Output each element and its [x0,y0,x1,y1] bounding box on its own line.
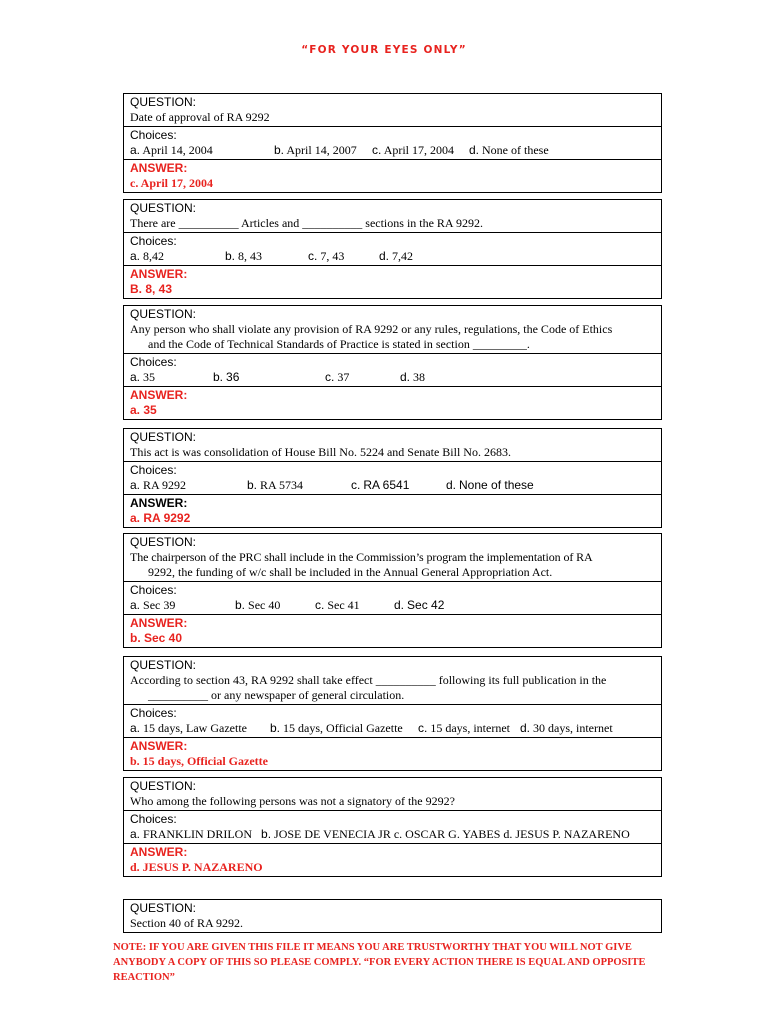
choice-a: a. April 14, 2004 [130,143,213,157]
question-label: QUESTION: [130,535,197,549]
choice-d: d. None of these [446,478,534,492]
answer-row [124,844,661,876]
question-text: There are __________ Articles and __________ sections in the RA 9292. [130,216,483,230]
answer-row [124,160,661,192]
choices-row [124,811,661,844]
question-row [124,94,661,127]
question-text-line-2: __________ or any newspaper of general circulation. [148,688,405,702]
answer-label: ANSWER: [130,267,188,281]
answer-row [124,266,661,298]
choice-a: a. Sec 39 [130,598,176,612]
choice-d: d. 7,42 [379,249,414,263]
choices-line [130,143,655,158]
footer-note: NOTE: IF YOU ARE GIVEN THIS FILE IT MEANS YOU ARE TRUSTWORTHY THAT YOU WILL NOT GIVE ANYBODY A COPY OF THIS SO PLEASE COMPLY. “FOR EVERY ACTION THERE IS EQUAL AND OPPOSITE REACTION” [113,942,646,983]
question-text: Who among the following persons was not a signatory of the 9292? [130,794,455,808]
choice-d: d. None of these [469,143,549,157]
choice-d: d. Sec 42 [394,598,445,612]
choices-row [124,582,661,615]
answer-label: ANSWER: [130,845,188,859]
question-label: QUESTION: [130,901,197,915]
question-row [124,778,661,811]
question-block [123,533,662,648]
question-row [124,900,661,932]
page-title: “FOR YOUR EYES ONLY” [301,44,467,56]
answer-text: d. JESUS P. NAZARENO [130,860,263,874]
question-label: QUESTION: [130,779,197,793]
choices-row [124,462,661,495]
question-block [123,899,662,933]
choices-label: Choices: [130,463,177,477]
question-text: Section 40 of RA 9292. [130,916,243,930]
choice-c: c. OSCAR G. YABES [393,827,501,841]
choice-a: a. 15 days, Law Gazette [130,721,247,735]
question-row [124,429,661,462]
choices-row [124,127,661,160]
question-block [123,777,662,877]
choice-a: a. RA 9292 [130,478,187,492]
choice-b: b. 8, 43 [225,249,263,263]
question-text-line-1: Any person who shall violate any provision of RA 9292 or any rules, regulations, the Code of Ethics [130,322,613,336]
answer-label: ANSWER: [130,616,188,630]
choice-b: b. Sec 40 [235,598,281,612]
answer-label: ANSWER: [130,496,188,510]
question-label: QUESTION: [130,201,197,215]
question-text-line-1: According to section 43, RA 9292 shall take effect __________ following its full publication in the [130,673,607,687]
question-block [123,305,662,420]
question-label: QUESTION: [130,95,197,109]
choices-row [124,705,661,738]
question-row [124,200,661,233]
choice-c: c. 15 days, internet [418,721,510,735]
question-row [124,306,661,354]
choice-c: c. April 17, 2004 [372,143,455,157]
answer-text: a. 35 [130,403,157,417]
answer-text: b. 15 days, Official Gazette [130,754,268,768]
question-block [123,656,662,771]
choices-label: Choices: [130,234,177,248]
choice-d: d. 38 [400,370,426,384]
choice-b: b. 36 [213,370,240,384]
choices-line [130,370,655,385]
choice-b: b. April 14, 2007 [274,143,357,157]
answer-label: ANSWER: [130,388,188,402]
answer-label: ANSWER: [130,739,188,753]
choices-line [130,827,655,842]
answer-text: b. Sec 40 [130,631,183,645]
choices-line [130,249,655,264]
question-block [123,93,662,193]
choice-a: a. 8,42 [130,249,165,263]
question-text-line-2: 9292, the funding of w/c shall be included in the Annual General Appropriation Act. [148,565,553,579]
answer-row [124,387,661,419]
choices-label: Choices: [130,583,177,597]
choices-line [130,598,655,613]
choices-row [124,354,661,387]
choices-label: Choices: [130,128,177,142]
choice-c: c. Sec 41 [315,598,360,612]
question-text-line-1: The chairperson of the PRC shall include in the Commission’s program the implementation of RA [130,550,593,564]
choice-b: b. JOSE DE VENECIA JR [261,827,391,841]
choices-label: Choices: [130,706,177,720]
choices-line [130,721,655,736]
question-label: QUESTION: [130,307,197,321]
answer-row [124,615,661,647]
choice-c: c. 7, 43 [308,249,345,263]
choice-d: d. 30 days, internet [520,721,613,735]
choices-line [130,478,655,493]
choices-label: Choices: [130,812,177,826]
question-text-line-2: and the Code of Technical Standards of Practice is stated in section _________. [148,337,530,351]
answer-text: a. RA 9292 [130,511,191,525]
choices-row [124,233,661,266]
choices-label: Choices: [130,355,177,369]
question-text: This act is was consolidation of House Bill No. 5224 and Senate Bill No. 2683. [130,445,511,459]
choice-c: c. 37 [325,370,350,384]
answer-row [124,738,661,770]
question-row [124,534,661,582]
question-label: QUESTION: [130,658,197,672]
choice-b: b. 15 days, Official Gazette [270,721,403,735]
choice-b: b. RA 5734 [247,478,304,492]
answer-text: c. April 17, 2004 [130,176,213,190]
question-text: Date of approval of RA 9292 [130,110,270,124]
question-row [124,657,661,705]
answer-text: B. 8, 43 [130,282,173,296]
choice-d: d. JESUS P. NAZARENO [503,827,630,841]
answer-row [124,495,661,527]
choice-c: c. RA 6541 [351,478,410,492]
question-block [123,199,662,299]
choice-a: a. FRANKLIN DRILON [130,827,253,841]
choice-a: a. 35 [130,370,156,384]
answer-label: ANSWER: [130,161,188,175]
question-label: QUESTION: [130,430,197,444]
question-block [123,428,662,528]
